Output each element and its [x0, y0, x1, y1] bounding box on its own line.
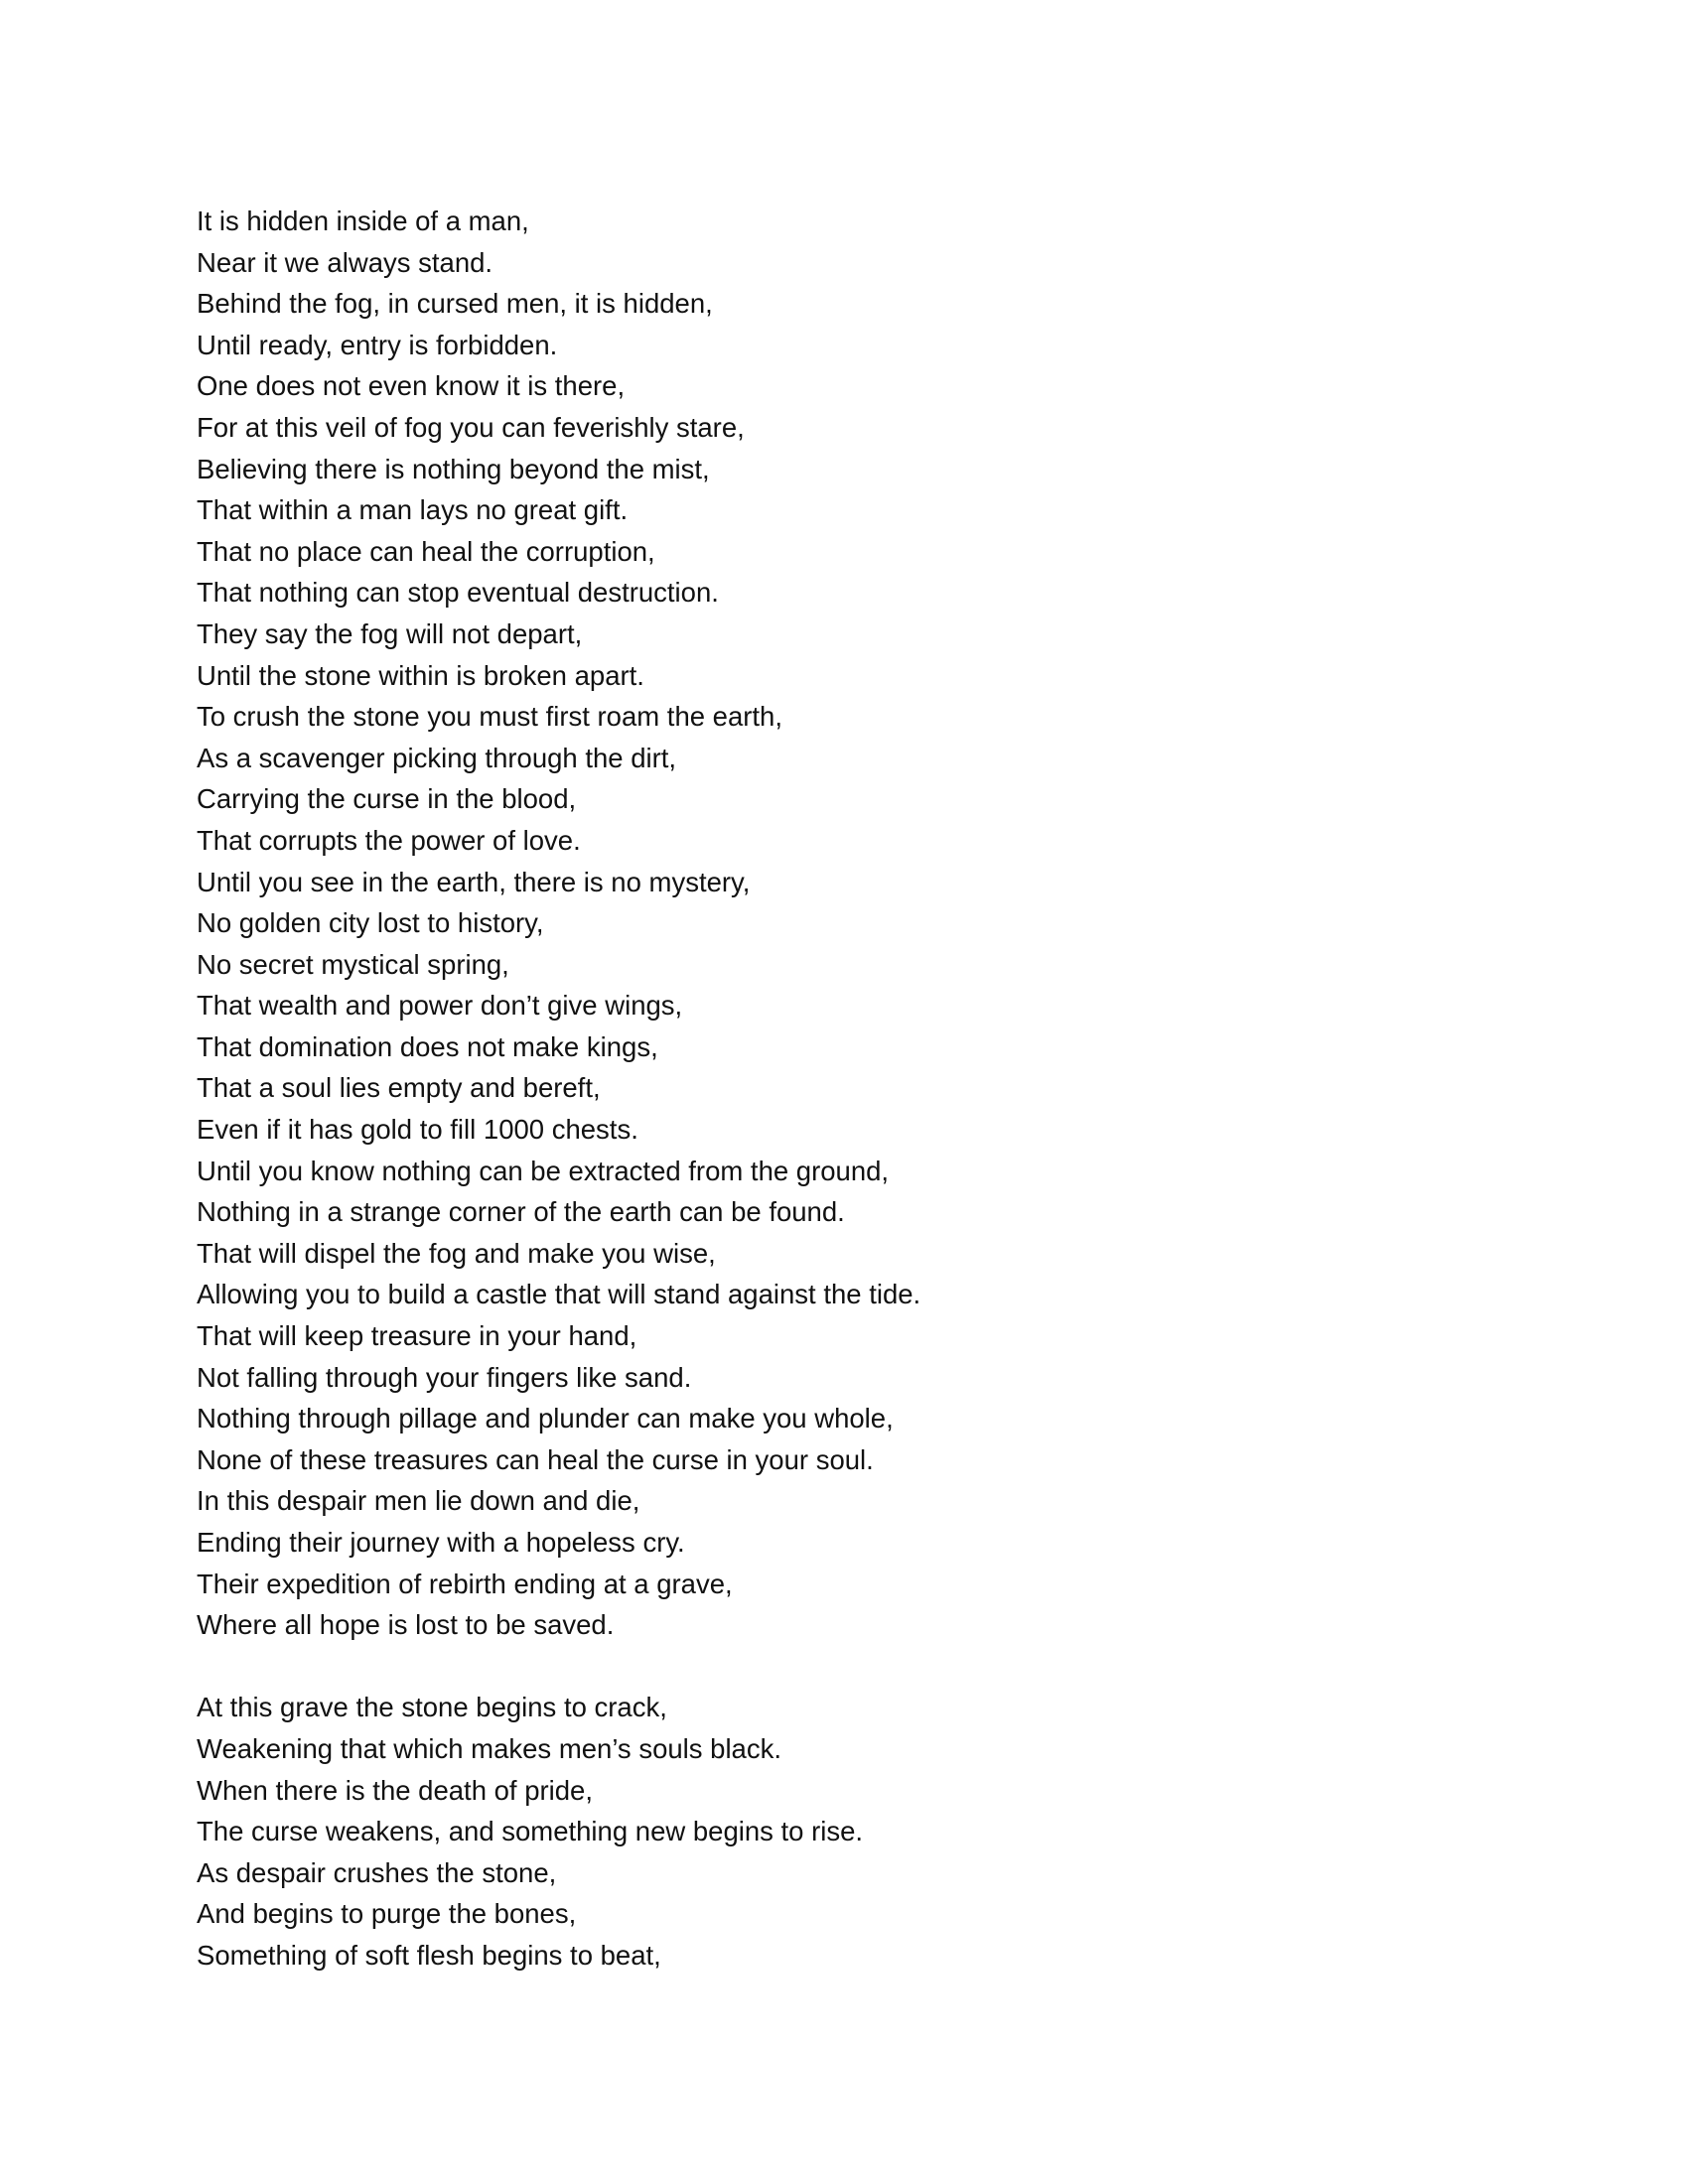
poem-line: None of these treasures can heal the curse in your soul. [197, 1443, 874, 1475]
poem-line: As despair crushes the stone, [197, 1856, 557, 1888]
poem-line: That a soul lies empty and bereft, [197, 1072, 601, 1104]
poem-line: Until you know nothing can be extracted from the ground, [197, 1155, 890, 1186]
poem-line: For at this veil of fog you can feverishly stare, [197, 411, 745, 443]
poem-line: That nothing can stop eventual destruction. [197, 577, 719, 609]
poem-line: That will keep treasure in your hand, [197, 1320, 637, 1352]
poem-line: Behind the fog, in cursed men, it is hidden, [197, 288, 713, 320]
poem-line: No golden city lost to history, [197, 907, 544, 939]
poem-line: Nothing in a strange corner of the earth can be found. [197, 1196, 845, 1228]
poem-line: Until you see in the earth, there is no mystery, [197, 866, 751, 897]
poem-line: That wealth and power don’t give wings, [197, 990, 683, 1022]
poem-line: Allowing you to build a castle that will stand against the tide. [197, 1279, 921, 1310]
poem-line: Not falling through your fingers like sand. [197, 1361, 692, 1393]
poem-line: That will dispel the fog and make you wise, [197, 1237, 716, 1269]
poem-line: They say the fog will not depart, [197, 617, 583, 649]
poem-line: Where all hope is lost to be saved. [197, 1609, 615, 1641]
poem-line: Ending their journey with a hopeless cry. [197, 1527, 685, 1558]
poem-line: At this grave the stone begins to crack, [197, 1692, 667, 1723]
poem-line: Until ready, entry is forbidden. [197, 329, 558, 360]
poem-line: Something of soft flesh begins to beat, [197, 1939, 661, 1971]
stanza-break [197, 1646, 1487, 1688]
poem-line: Nothing through pillage and plunder can make you whole, [197, 1403, 894, 1434]
poem-line: Believing there is nothing beyond the mist, [197, 453, 710, 484]
poem-line: One does not even know it is there, [197, 370, 626, 402]
poem-line: Their expedition of rebirth ending at a grave, [197, 1568, 733, 1599]
poem-line: The curse weakens, and something new begins to rise. [197, 1816, 864, 1847]
poem-line: That no place can heal the corruption, [197, 535, 655, 567]
poem-line: That corrupts the power of love. [197, 824, 581, 856]
poem-line: It is hidden inside of a man, [197, 205, 529, 236]
poem-line: In this despair men lie down and die, [197, 1485, 640, 1517]
poem-line: Carrying the curse in the blood, [197, 783, 577, 815]
poem-line: Weakening that which makes men’s souls black. [197, 1732, 781, 1764]
stanza [197, 201, 1487, 1646]
poem-line: And begins to purge the bones, [197, 1898, 577, 1930]
poem-line: Even if it has gold to fill 1000 chests. [197, 1114, 638, 1146]
poem-line: When there is the death of pride, [197, 1774, 593, 1806]
poem-line: That domination does not make kings, [197, 1030, 658, 1062]
poem-line: No secret mystical spring, [197, 948, 509, 980]
poem-body [197, 201, 1487, 1977]
poem-line: Until the stone within is broken apart. [197, 659, 644, 691]
poem-line: That within a man lays no great gift. [197, 494, 629, 526]
poem-line: As a scavenger picking through the dirt, [197, 742, 677, 773]
poem-line: Near it we always stand. [197, 246, 493, 278]
stanza [197, 1687, 1487, 1976]
poem-line: To crush the stone you must first roam the earth, [197, 701, 782, 733]
